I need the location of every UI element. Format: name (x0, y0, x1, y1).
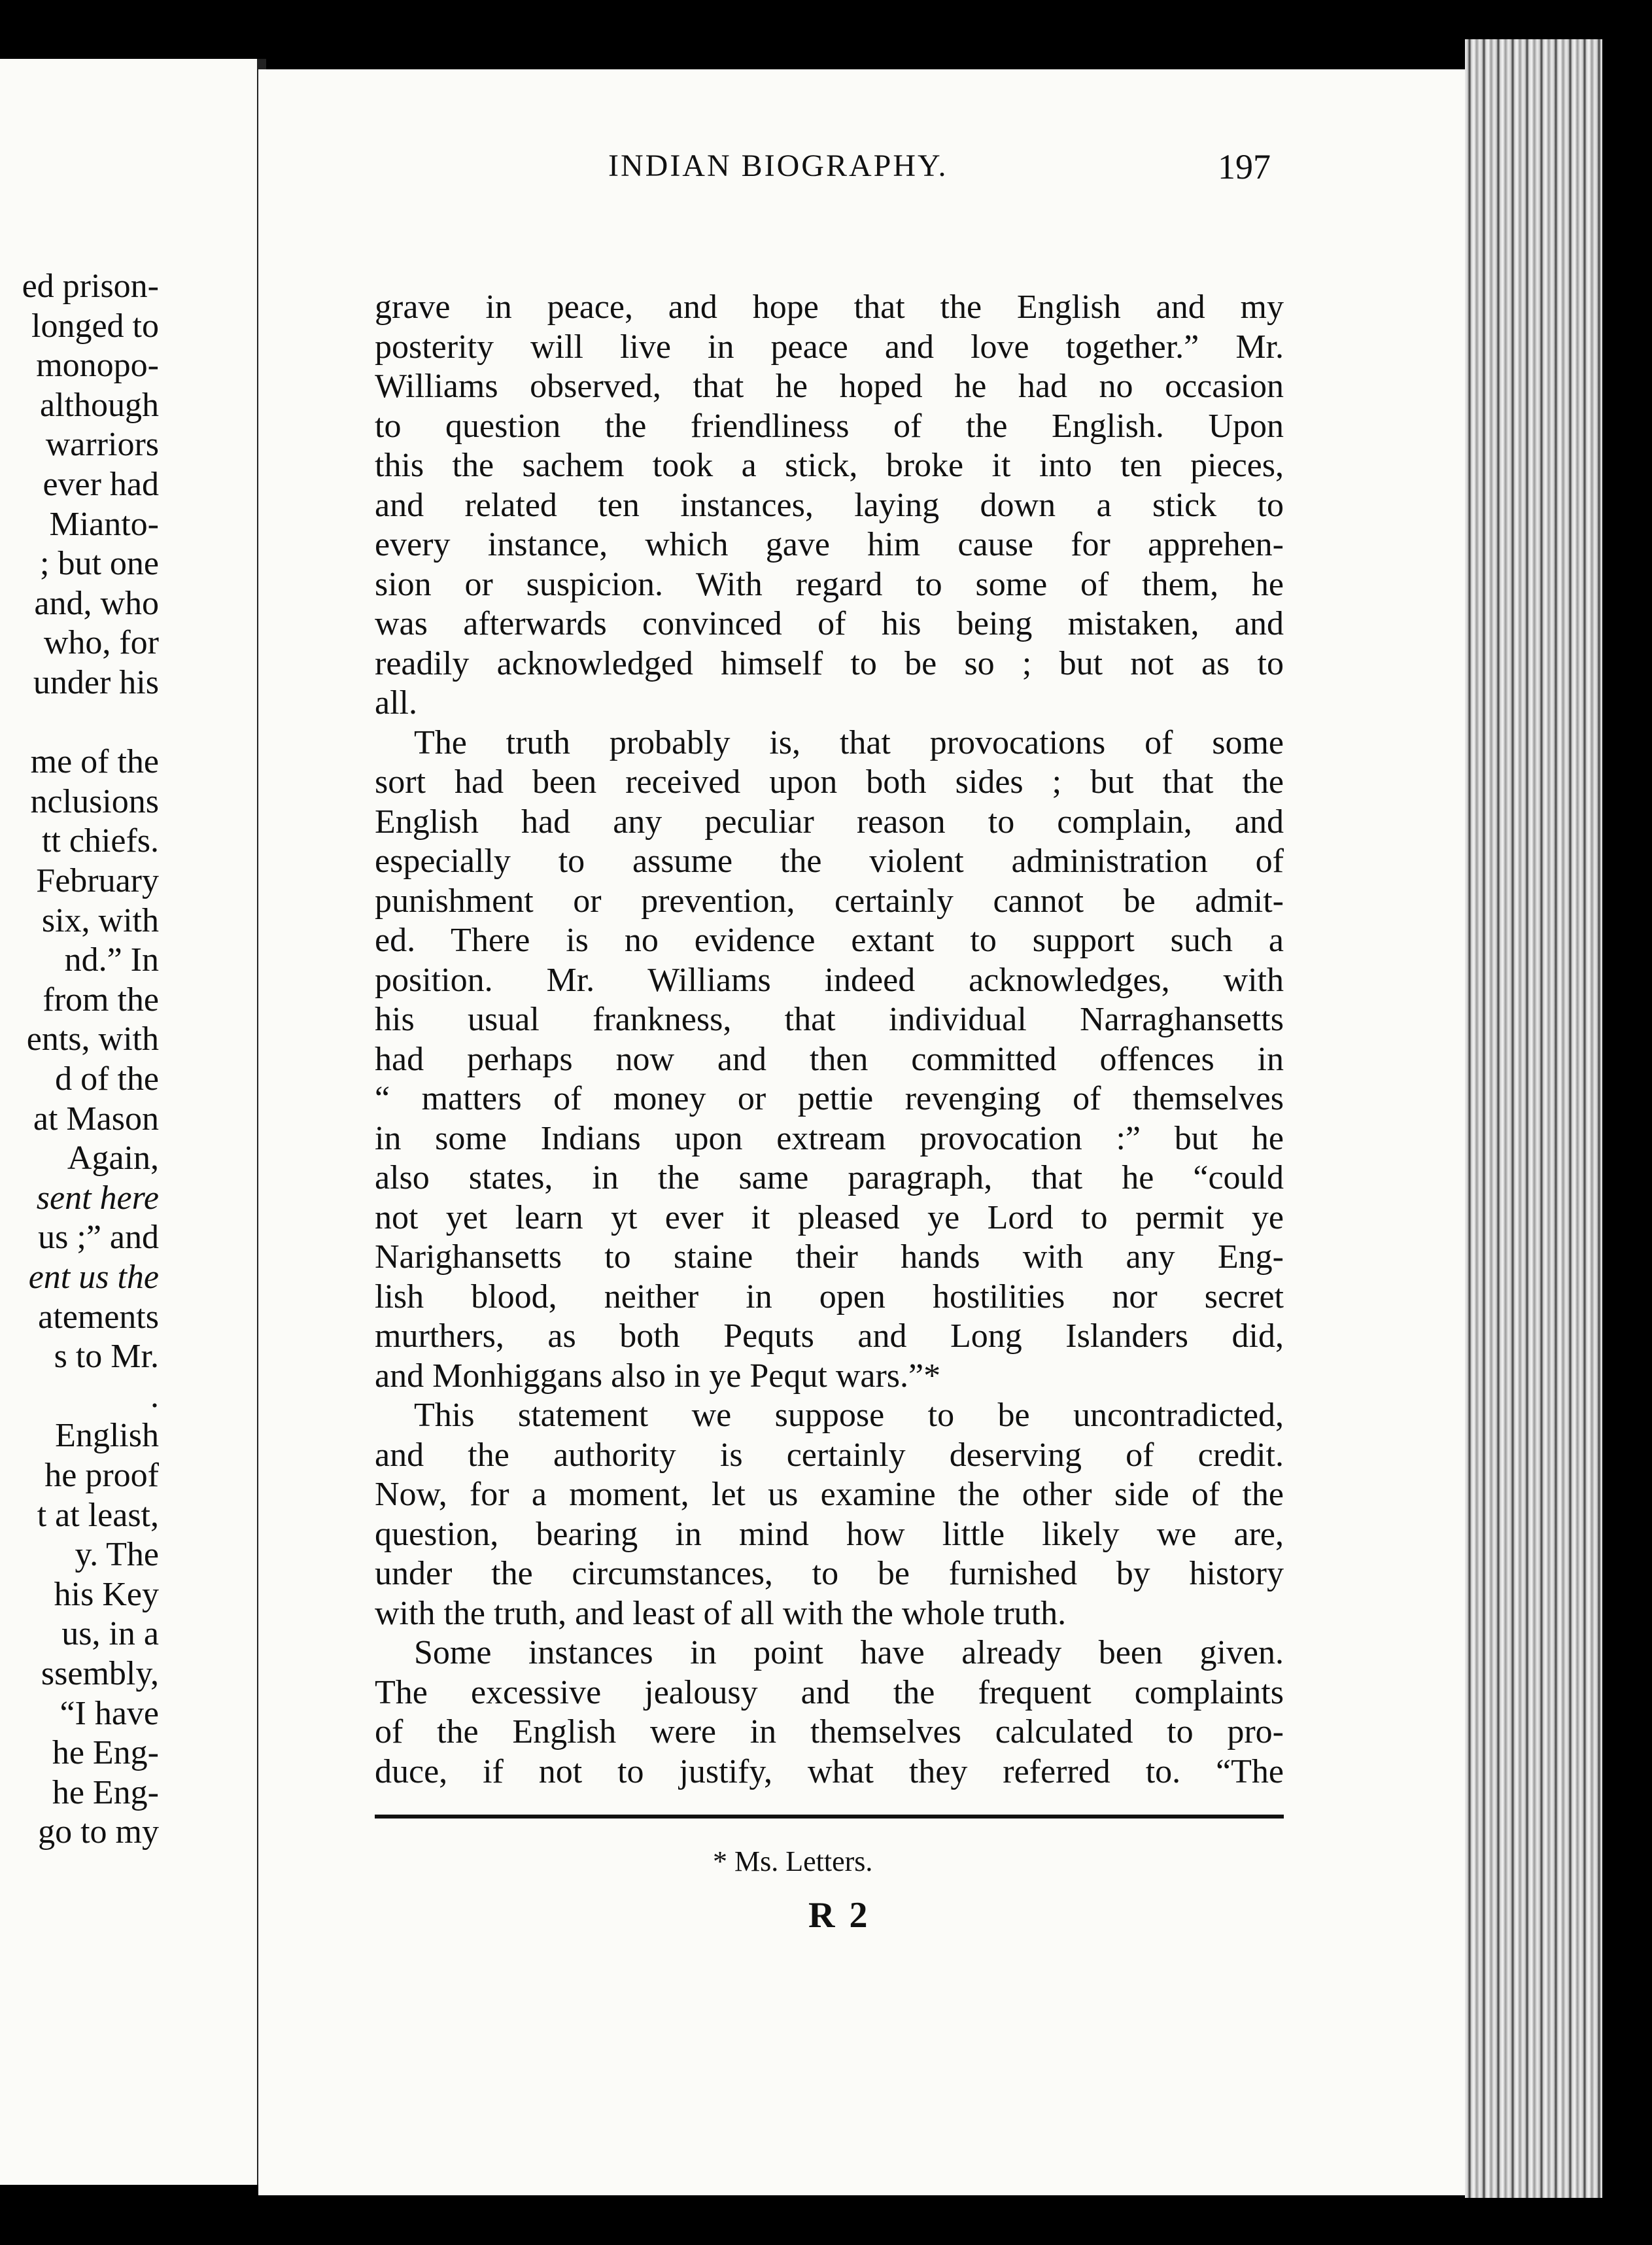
left-page-line: “I have (60, 1694, 159, 1732)
left-page-line: February (36, 862, 159, 899)
left-page-line: he proof (44, 1457, 159, 1494)
left-page-line: tt chiefs. (41, 822, 159, 860)
left-page-line: t at least, (37, 1496, 159, 1534)
left-page-line: y. The (75, 1536, 159, 1574)
left-page-line: longed to (31, 307, 159, 345)
text-line: to question the friendliness of the English. Upon (375, 407, 1284, 445)
left-page-line: ; but one (40, 545, 159, 583)
text-line: sort had been received upon both sides ; but that the (375, 763, 1284, 801)
left-page-line: d of the (55, 1060, 159, 1098)
text-line: also states, in the same paragraph, that he “could (375, 1159, 1284, 1196)
text-line: English had any peculiar reason to complain, and (375, 803, 1284, 841)
page-edges (1465, 39, 1602, 2198)
text-line: of the English were in themselves calculated to pro- (375, 1713, 1284, 1750)
text-line: this the sachem took a stick, broke it into ten pieces, (375, 447, 1284, 484)
left-page-line: he Eng- (52, 1734, 159, 1772)
left-page-line: ever had (43, 466, 159, 503)
running-head: INDIAN BIOGRAPHY. (608, 148, 948, 183)
text-line: Some instances in point have already been given. (414, 1634, 1284, 1671)
text-line: not yet learn yt ever it pleased ye Lord to permit ye (375, 1198, 1284, 1236)
left-page-line: who, for (43, 624, 159, 662)
left-page-line: us ;” and (38, 1219, 159, 1257)
text-line: especially to assume the violent administration of (375, 843, 1284, 880)
text-line: The excessive jealousy and the frequent complaints (375, 1673, 1284, 1711)
text-line: punishment or prevention, certainly cannot be admit- (375, 882, 1284, 920)
body-text (375, 288, 1284, 1792)
left-page-line: warriors (45, 426, 159, 464)
left-page-line: and, who (34, 584, 159, 622)
text-line: every instance, which gave him cause for apprehen- (375, 526, 1284, 563)
text-line: Narighansetts to staine their hands with any Eng- (375, 1238, 1284, 1276)
left-page-line: us, in a (61, 1615, 159, 1653)
left-page-line: his Key (54, 1575, 159, 1613)
left-page-fragment (0, 59, 258, 2185)
text-line: with the truth, and least of all with the whole truth. (375, 1594, 1067, 1632)
text-line: readily acknowledged himself to be so ; but not as to (375, 644, 1284, 682)
left-page-line: . (150, 1377, 159, 1415)
text-line: Now, for a moment, let us examine the other side of the (375, 1476, 1284, 1513)
text-line: was afterwards convinced of his being mistaken, and (375, 605, 1284, 642)
signature-mark: R 2 (808, 1895, 870, 1936)
text-line: and the authority is certainly deserving of credit. (375, 1436, 1284, 1474)
text-line: position. Mr. Williams indeed acknowledges, with (375, 961, 1284, 999)
left-page-line: English (55, 1417, 159, 1455)
text-line: his usual frankness, that individual Narraghansetts (375, 1001, 1284, 1038)
text-line: question, bearing in mind how little likely we are, (375, 1515, 1284, 1553)
text-line: “ matters of money or pettie revenging of themselves (375, 1080, 1284, 1117)
left-page-line: at Mason (33, 1100, 159, 1138)
left-page-line: monopo- (36, 347, 159, 385)
left-page-line: atements (38, 1298, 159, 1336)
text-line: had perhaps now and then committed offences in (375, 1040, 1284, 1078)
left-page-line: under his (33, 664, 159, 701)
text-line: murthers, as both Pequts and Long Islanders did, (375, 1317, 1284, 1355)
text-line: posterity will live in peace and love together.” Mr. (375, 328, 1284, 366)
left-page-line: although (40, 386, 159, 424)
text-line: in some Indians upon extream provocation :” but he (375, 1119, 1284, 1157)
text-line: Williams observed, that he hoped he had no occasion (375, 368, 1284, 405)
left-page-line: he Eng- (52, 1773, 159, 1811)
left-page-line: Again, (67, 1140, 159, 1177)
left-page-line: ent us the (28, 1259, 159, 1296)
left-page-line: nclusions (30, 782, 159, 820)
left-page-line: from the (43, 981, 159, 1018)
left-page-line: s to Mr. (54, 1338, 159, 1376)
left-page-line: sent here (36, 1179, 159, 1217)
text-line: lish blood, neither in open hostilities nor secret (375, 1278, 1284, 1315)
text-line: and Monhiggans also in ye Pequt wars.”* (375, 1357, 941, 1395)
left-page-line: me of the (30, 743, 159, 781)
text-line: duce, if not to justify, what they referred to. “The (375, 1752, 1284, 1790)
text-line: grave in peace, and hope that the English and my (375, 288, 1284, 326)
text-line: The truth probably is, that provocations of some (414, 723, 1284, 761)
footnote: * Ms. Letters. (713, 1845, 873, 1877)
left-page-line: ents, with (26, 1020, 159, 1058)
text-line: all. (375, 684, 417, 722)
left-page-line: Mianto- (49, 505, 159, 543)
left-page-line: six, with (41, 901, 159, 939)
left-page-line: go to my (38, 1813, 159, 1851)
text-line: and related ten instances, laying down a stick to (375, 486, 1284, 524)
footnote-rule (375, 1815, 1284, 1819)
page-number: 197 (1218, 147, 1271, 186)
left-page-line: nd.” In (64, 941, 159, 979)
text-line: under the circumstances, to be furnished by history (375, 1555, 1284, 1592)
left-page-line: ed prison- (22, 268, 159, 305)
text-line: This statement we suppose to be uncontradicted, (414, 1397, 1284, 1434)
text-line: sion or suspicion. With regard to some of them, he (375, 565, 1284, 603)
text-line: ed. There is no evidence extant to support such a (375, 922, 1284, 959)
left-page-line: ssembly, (41, 1655, 159, 1692)
